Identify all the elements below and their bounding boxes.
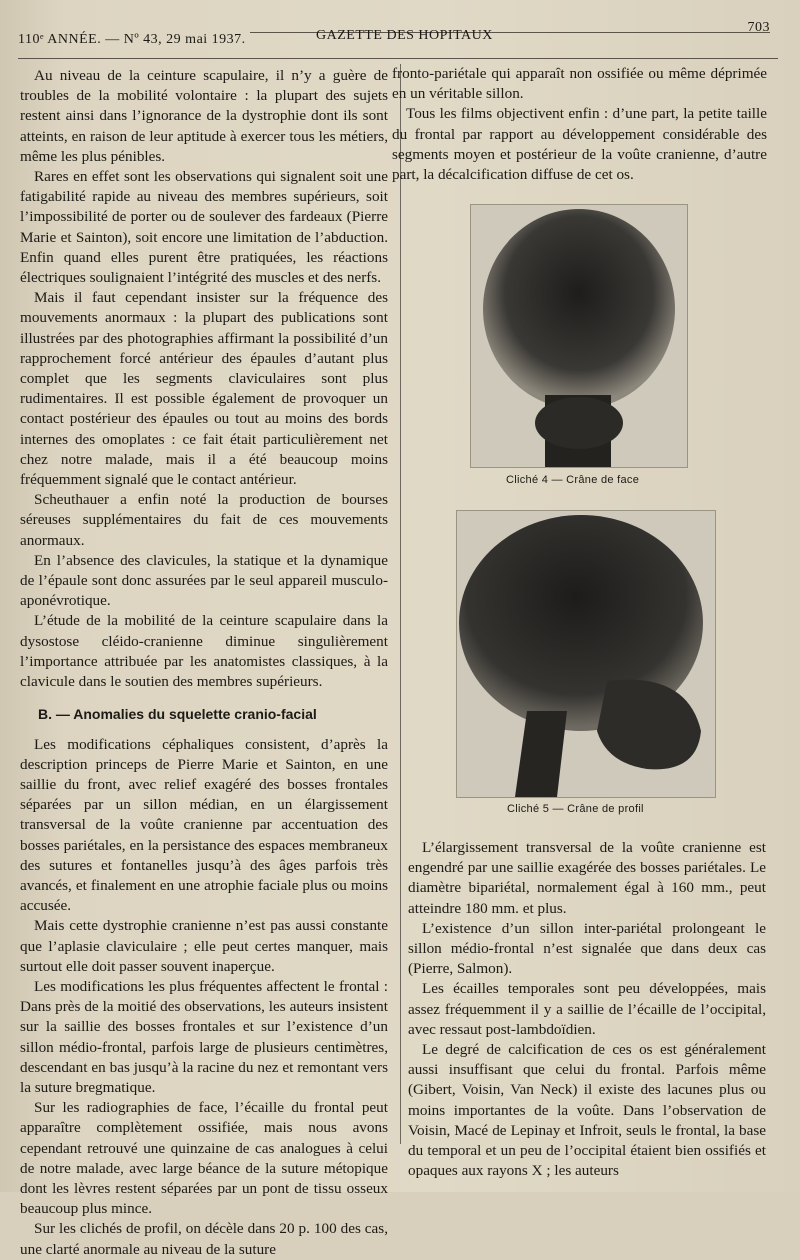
xray-skull-front-image (470, 204, 688, 468)
paragraph: Les modifications céphaliques consistent, d’après la description princeps de Pierre Marie et Sainton, en une saillie du front, avec relief exagéré des bosses frontales séparées par un sillon médian, en un élargissement transversal de la voûte cranienne par accentuation des bosses pariétales, en la persistance des espaces membraneux des sutures et fontanelles jusqu’à des âges parfois très avancés, et finalement en une atrophie faciale plus ou moins accusée. (20, 735, 388, 915)
paragraph: Rares en effet sont les observations qui signalent soit une fatigabilité rapide au niveau des membres supérieurs, soit l’impossibilité de porter ou de soulever des fardeaux (Pierre Marie et Sainton), soit encore une limitation de l’abduction. Enfin quand elles purent être pratiquées, les réactions électriques soulignaient l’intégrité des muscles et des nerfs. (20, 168, 388, 287)
paragraph: Sur les radiographies de face, l’écaille du frontal peut apparaître complètement ossifiée, mais nous avons cependant retrouvé une quinzaine de cas analogues à celui de notre malade, avec large béance de la suture métopique dont les lèvres restent séparées par un pont de tissu osseux beaucoup plus mince. (20, 1099, 388, 1218)
header-journal-title: GAZETTE DES HOPITAUX (316, 28, 493, 43)
running-header (18, 22, 770, 50)
paragraph: Mais cette dystrophie cranienne n’est pas aussi constante que l’aplasie claviculaire ; elle peut certes manquer, mais surtout elle doit passer souvent inaperçue. (20, 917, 388, 975)
paragraph: Au niveau de la ceinture scapulaire, il n’y a guère de troubles de la mobilité volontaire : la plupart des sujets restent ainsi dans l’ignorance de la dystrophie dont ils sont atteints, en raison de leur aptitude à exercer tous les métiers, même les plus pénibles. (20, 67, 388, 165)
right-column-top (392, 64, 767, 185)
header-bottom-rule (18, 58, 778, 59)
right-column-bottom (408, 838, 766, 1181)
left-column (20, 66, 388, 1260)
paragraph: L’étude de la mobilité de la ceinture scapulaire dans la dysostose cléido-cranienne diminue singulièrement l’importance attribuée par les anatomistes classiques, à la clavicule dans le soutien des membres supérieurs. (20, 612, 388, 691)
column-divider (400, 64, 401, 1144)
paragraph: En l’absence des clavicules, la statique et la dynamique de l’épaule sont donc assurées par le seul appareil musculo-aponévrotique. (20, 551, 388, 610)
paragraph: Les modifications les plus fréquentes affectent le frontal : Dans près de la moitié des observations, les auteurs insistent sur la saillie des bosses frontales et sur l’existence d’un sillon médio-frontal, parfois large de plusieurs centimètres, descendant en bas jusqu’à la racine du nez et remontant vers la suture bregmatique. (20, 977, 388, 1096)
figure-caption: Cliché 5 — Crâne de profil (507, 803, 644, 815)
paragraph: L’élargissement transversal de la voûte cranienne est engendré par une saillie exagérée des bosses pariétales. Le diamètre bipariétal, normalement égal à 160 mm., peut atteindre 180 mm. et plus. (408, 839, 766, 917)
paragraph: L’existence d’un sillon inter-pariétal prolongeant le sillon médio-frontal n’est signalée que dans deux cas (Pierre, Salmon). (408, 919, 766, 978)
paragraph: Sur les clichés de profil, on décèle dans 20 p. 100 des cas, une clarté anormale au niveau de la suture (20, 1220, 388, 1258)
paragraph: Mais il faut cependant insister sur la fréquence des mouvements anormaux : la plupart des publications sont illustrées par des photographies affirmant la possibilité d’un rapprochement forcé antérieur des épaules d’autant plus complet que les segments claviculaires sont plus rudimentaires. Il est possible également de provoquer un contact postérieur des épaules ou tout au moins des bords internes des omoplates : ce fait était particulièrement net chez notre malade, mais il a été beaucoup moins fréquemment signalé que le contact antérieur. (20, 289, 388, 489)
paragraph: Les écailles temporales sont peu développées, mais assez fréquemment il y a saillie de l’écaille de l’occipital, avec ressaut post-lambdoïdien. (408, 980, 766, 1038)
paragraph: Le degré de calcification de ces os est généralement aussi insuffisant que celui du frontal. Parfois même (Gibert, Voisin, Van Neck) il existe des lacunes plus ou moins importantes de la voûte. Dans l’observation de Voisin, Macé de Lepinay et Infroit, seuls le frontal, la base du temporal et un peu de l’occipital étaient bien ossifiés et opaques aux rayons X ; les auteurs (408, 1041, 766, 1180)
paragraph: fronto-pariétale qui apparaît non ossifiée ou même déprimée en un véritable sillon. (392, 65, 767, 103)
figure-caption: Cliché 4 — Crâne de face (506, 474, 640, 486)
paragraph: Tous les films objectivent enfin : d’une part, la petite taille du frontal par rapport au développement considérable des segments moyen et postérieur de la voûte cranienne, d’autre part, la décalcification diffuse de cet os. (392, 105, 767, 184)
paragraph: Scheuthauer a enfin noté la production de bourses séreuses supplémentaires du fait de ces mouvements anormaux. (20, 491, 388, 549)
header-issue: 110ᵉ ANNÉE. — Nº 43, 29 mai 1937. (18, 32, 246, 47)
page-number: 703 (747, 20, 770, 35)
section-heading: B. — Anomalies du squelette cranio-facial (38, 706, 317, 723)
xray-skull-profile-image (456, 510, 716, 798)
